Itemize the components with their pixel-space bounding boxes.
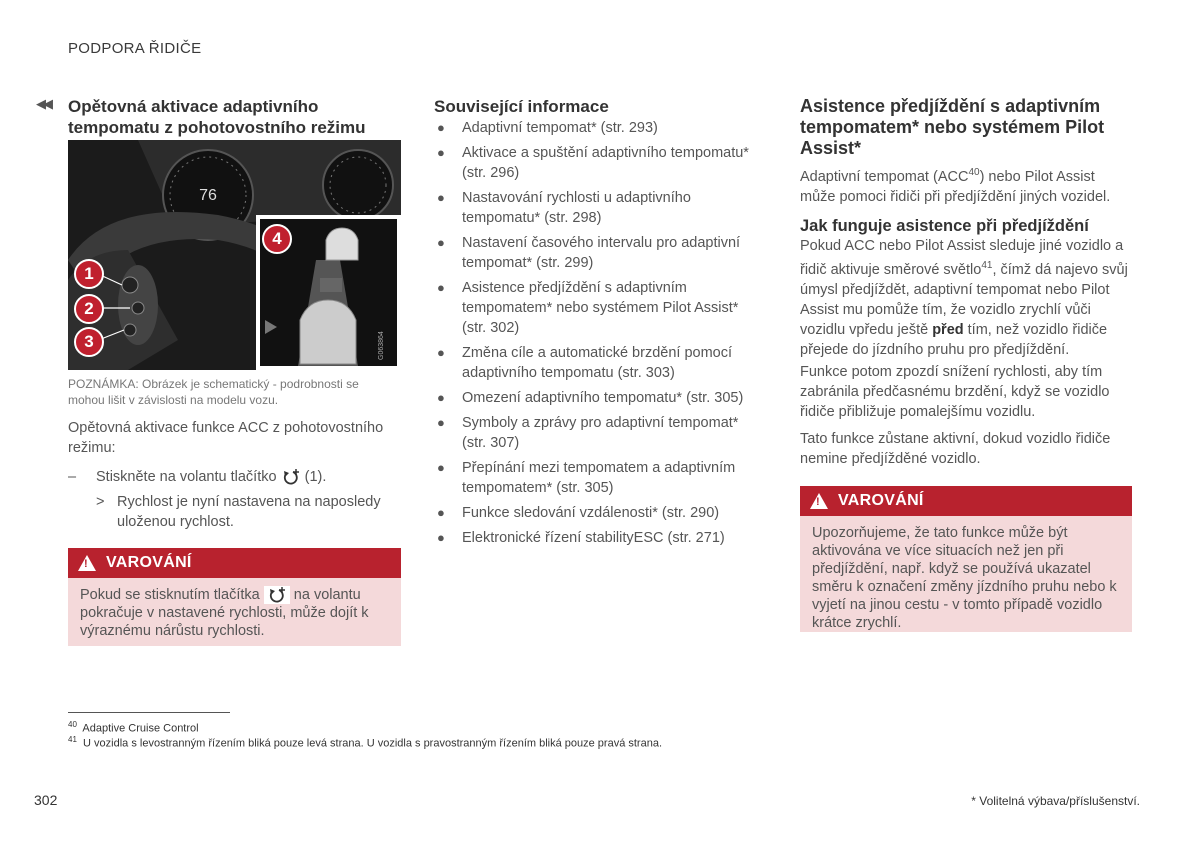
speed-readout: 76 — [199, 187, 217, 204]
right-paragraph-3: Tato funkce zůstane aktivní, dokud vozidlo řidiče nemine předjížděné vozidlo. — [800, 431, 1111, 467]
resume-cruise-icon — [264, 586, 290, 604]
related-title: Související informace — [434, 97, 609, 116]
warning-box-left — [68, 548, 401, 646]
related-item[interactable]: ● Symboly a zprávy pro adaptivní tempomat* (str. 307) — [437, 415, 739, 451]
figure-code: G063864 — [378, 331, 385, 360]
steering-wheel-figure — [68, 140, 401, 370]
related-item[interactable]: ● Aktivace a spuštění adaptivního tempomatu* (str. 296) — [437, 145, 749, 181]
warning-header — [800, 486, 1132, 516]
bullet-icon: ● — [437, 530, 445, 545]
warning-triangle-icon: ! — [78, 555, 96, 571]
result-marker: > — [96, 494, 105, 510]
right-paragraph-1: Pokud ACC nebo Pilot Assist sleduje jiné vozidlo a řidič aktivuje směrové světlo$^{41}$, čímž dá najevo svůj úmysl předjíždět, adaptivní tempomat nebo Pilot Assist mu pomůže tím, že vozidlo zrychlí vůči vozidlu vpředu ještě před tím, než vozidlo řidiče přejede do jízdního pruhu pro předjíždění. — [800, 238, 1128, 358]
callout-2: 2 — [74, 294, 104, 324]
right-title: Asistence předjíždění s adaptivním tempomatem* nebo systémem Pilot Assist* — [800, 96, 1105, 158]
bullet-icon: ● — [437, 190, 445, 205]
warning-header — [68, 548, 401, 578]
related-item[interactable]: ● Omezení adaptivního tempomatu* (str. 305) — [437, 390, 744, 406]
warning-title: VAROVÁNÍ — [838, 492, 924, 509]
warning-text-before: Pokud se stisknutím tlačítka — [80, 587, 260, 603]
related-item[interactable]: ● Změna cíle a automatické brzdění pomocí adaptivního tempomatu (str. 303) — [437, 345, 732, 381]
step-text-after: (1). — [304, 469, 327, 485]
section-header: PODPORA ŘIDIČE — [68, 40, 202, 57]
related-list — [434, 118, 764, 553]
step-text-before: Stiskněte na volantu tlačítko — [96, 469, 277, 485]
footnote-41: $^{41}$ U vozidla s levostranným řízením bliká pouze levá strana. U vozidla s pravostranným řízením bliká pouze pravá strana. — [68, 735, 663, 750]
footer-note: * Volitelná výbava/příslušenství. — [971, 794, 1140, 808]
bullet-icon: ● — [437, 460, 445, 475]
step-result: Rychlost je nyní nastavena na naposledy uloženou rychlost. — [117, 494, 381, 530]
warning-text: Upozorňujeme, že tato funkce může být aktivována ve více situacích než jen při předjíždění, např. když se používá ukazatel směru k označení změny jízdního pruhu nebo k vyjetí na jinou cestu - v tomto případě vozidlo krátce zrychlí. — [812, 525, 1117, 631]
related-item[interactable]: ● Nastavování rychlosti u adaptivního tempomatu* (str. 298) — [437, 190, 691, 226]
bullet-icon: ● — [437, 235, 445, 250]
bullet-icon: ● — [437, 280, 445, 295]
warning-text — [68, 578, 401, 650]
related-item[interactable]: ● Asistence předjíždění s adaptivním tempomatem* nebo systémem Pilot Assist* (str. 302) — [437, 280, 739, 336]
related-item[interactable]: ● Adaptivní tempomat* (str. 293) — [437, 120, 658, 136]
step-dash: – — [68, 469, 77, 485]
bullet-icon: ● — [437, 120, 445, 135]
bullet-icon: ● — [437, 145, 445, 160]
left-intro: Opětovná aktivace funkce ACC z pohotovostního režimu: — [68, 420, 384, 456]
callout-1: 1 — [74, 259, 104, 289]
back-arrows-icon[interactable]: ◀◀ — [36, 96, 50, 111]
warning-box-right — [800, 486, 1132, 632]
figure-illustration — [68, 140, 401, 370]
right-paragraph-2: Funkce potom zpozdí snížení rychlosti, aby tím zabránila předčasnému brzdění, když se vozidlo řidiče přibližuje pomalejšímu vozidlu. — [800, 364, 1110, 420]
page-number: 302 — [34, 792, 58, 808]
footnote-divider — [68, 712, 230, 713]
bullet-icon: ● — [437, 505, 445, 520]
related-item[interactable]: ● Funkce sledování vzdálenosti* (str. 290) — [437, 505, 720, 521]
right-intro: Adaptivní tempomat (ACC$^{40}$) nebo Pilot Assist může pomoci řidiči při předjíždění jiných vozidel. — [800, 167, 1111, 205]
bullet-icon: ● — [437, 345, 445, 360]
right-subtitle: Jak funguje asistence při předjíždění — [800, 217, 1089, 235]
figure-note: POZNÁMKA: Obrázek je schematický - podrobnosti se mohou lišit v závislosti na modelu vozu. — [68, 377, 359, 407]
callout-4: 4 — [262, 224, 292, 254]
bullet-icon: ● — [437, 390, 445, 405]
left-title: Opětovná aktivace adaptivního tempomatu z pohotovostního režimu — [68, 97, 366, 137]
callout-3: 3 — [74, 327, 104, 357]
warning-triangle-icon: ! — [810, 493, 828, 509]
related-item[interactable]: ● Nastavení časového intervalu pro adaptivní tempomat* (str. 299) — [437, 235, 741, 271]
warning-text-after: na volantu pokračuje v nastavené rychlosti, může dojít k výraznému nárůstu rychlosti. — [80, 587, 369, 640]
bullet-icon: ● — [437, 415, 445, 430]
step-text — [96, 467, 401, 487]
resume-cruise-icon — [281, 468, 301, 486]
related-item[interactable]: ● Elektronické řízení stabilityESC (str. 271) — [437, 530, 725, 546]
warning-title: VAROVÁNÍ — [106, 554, 192, 571]
footnote-40: $^{40}$ Adaptive Cruise Control — [68, 720, 199, 735]
related-item[interactable]: ● Přepínání mezi tempomatem a adaptivním tempomatem* (str. 305) — [437, 460, 736, 496]
